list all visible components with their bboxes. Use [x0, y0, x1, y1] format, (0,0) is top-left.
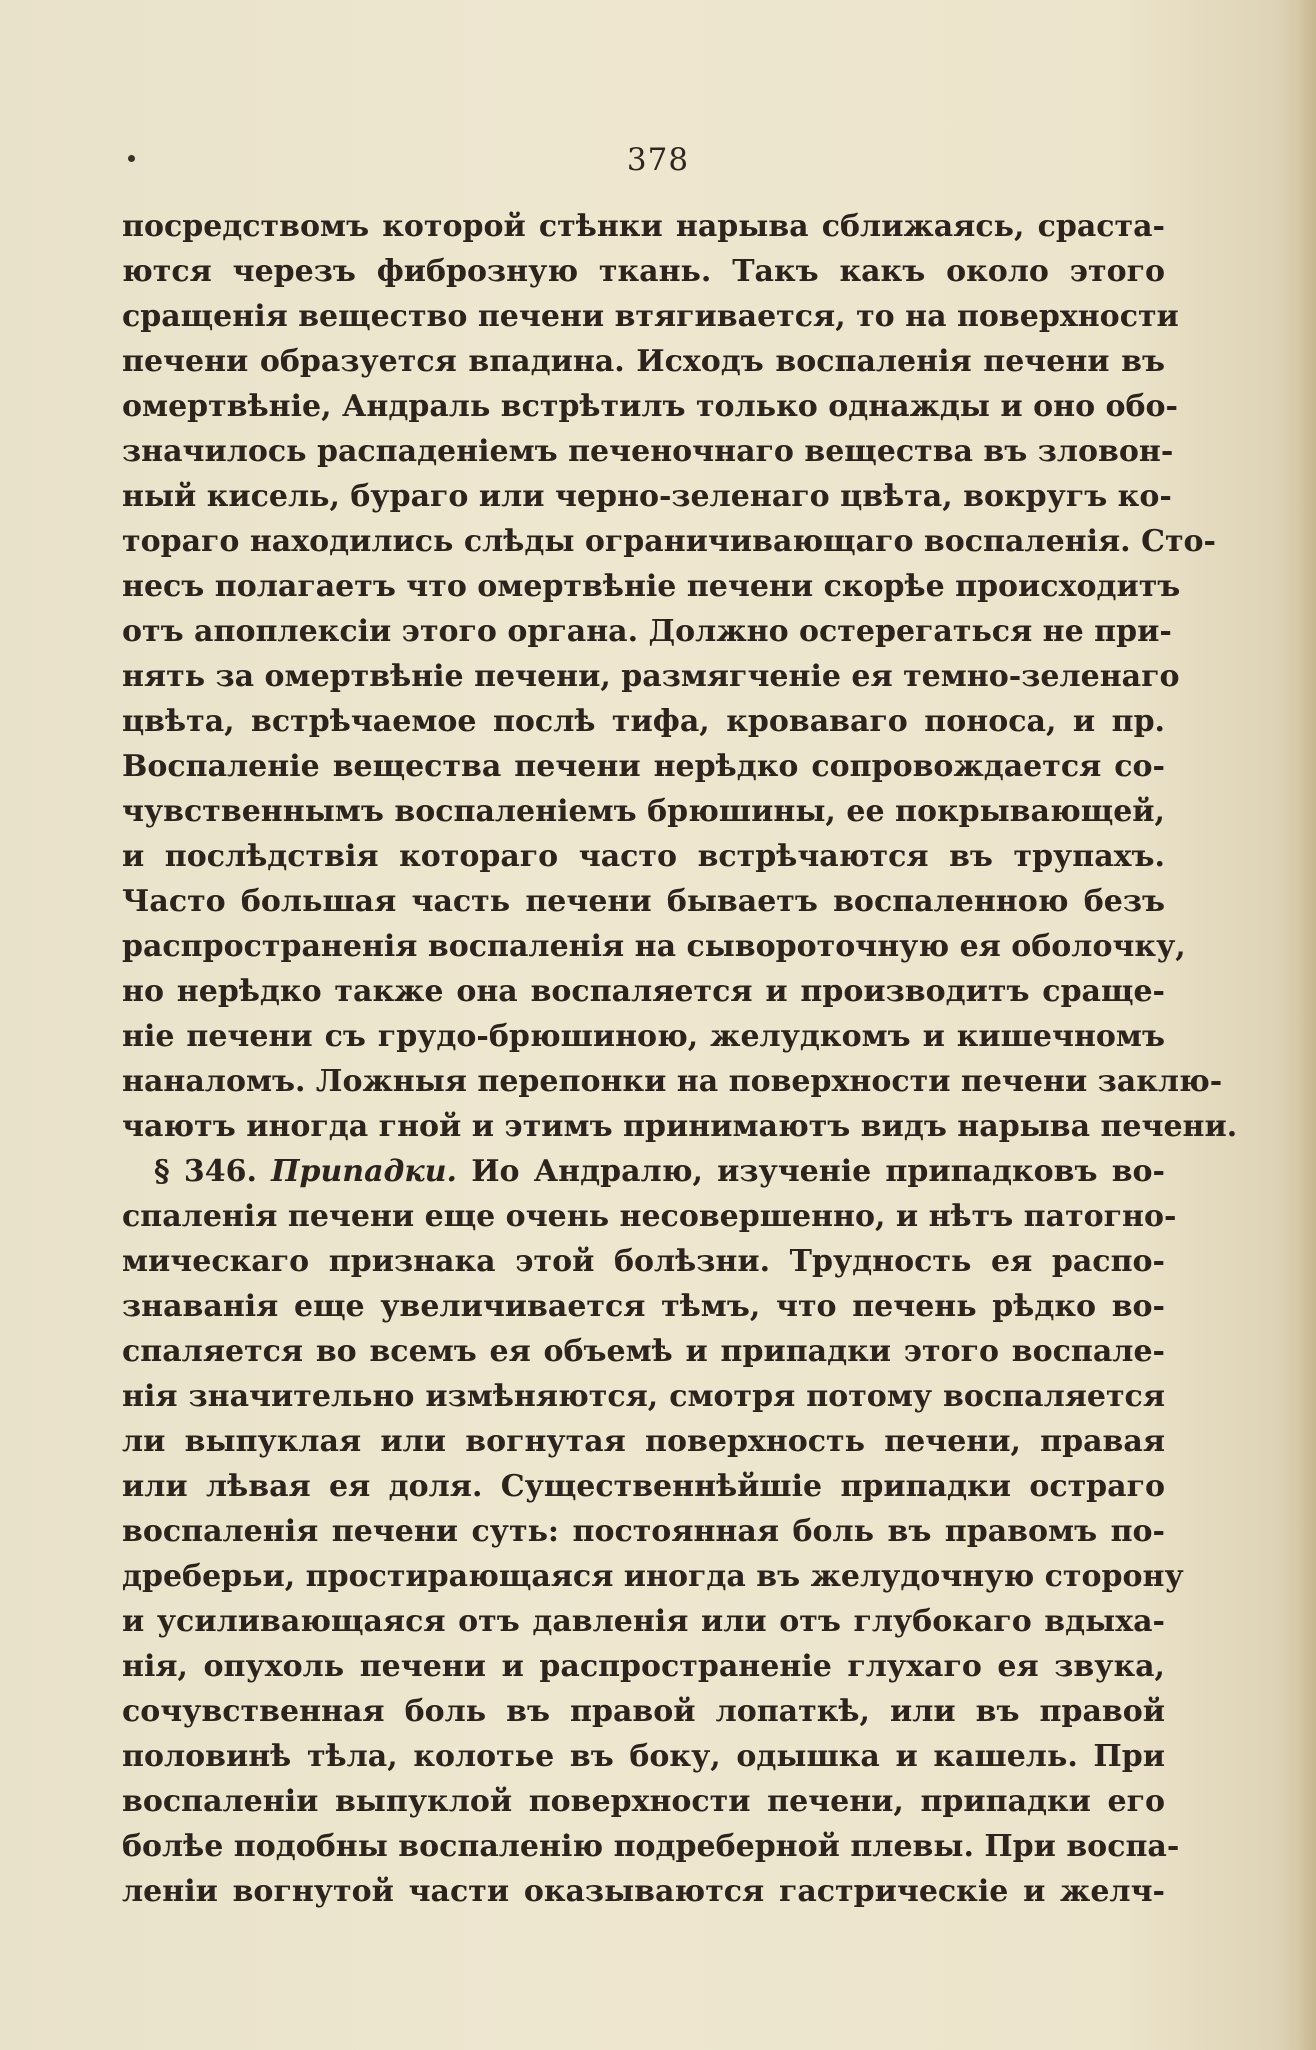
- section-number: § 346.: [154, 1154, 257, 1189]
- text-line: и послѣдствія котораго часто встрѣчаются въ трупахъ.: [122, 839, 1165, 874]
- text-line: ный кисель, бураго или черно-зеленаго цвѣта, вокругъ ко-: [122, 479, 1172, 514]
- text-line: Воспаленіе вещества печени нерѣдко сопровождается со-: [122, 749, 1165, 784]
- section-title: Припадки.: [271, 1154, 457, 1189]
- text-line: нія, опухоль печени и распространеніе глухаго ея звука,: [122, 1649, 1165, 1684]
- text-line: значилось распаденіемъ печеночнаго вещества въ зловон-: [122, 434, 1174, 469]
- text-line: наналомъ. Ложныя перепонки на поверхности печени заклю-: [122, 1064, 1223, 1099]
- text-line: спаляется во всемъ ея объемѣ и припадки этого воспале-: [122, 1334, 1165, 1369]
- text-line: мическаго признака этой болѣзни. Трудность ея распо-: [122, 1244, 1165, 1279]
- text-line: нія значительно измѣняются, смотря потому воспаляется: [122, 1379, 1165, 1414]
- text-body: [122, 204, 1238, 1914]
- text-line: цвѣта, встрѣчаемое послѣ тифа, кроваваго поноса, и пр.: [122, 704, 1165, 739]
- text-line: сращенія вещество печени втягивается, то на поверхности: [122, 299, 1179, 334]
- text-line: Часто большая часть печени бываетъ воспаленною безъ: [122, 884, 1165, 919]
- text-line: и усиливающаяся отъ давленія или отъ глубокаго вдыха-: [122, 1604, 1165, 1639]
- text-line: печени образуется впадина. Исходъ воспаленія печени въ: [122, 344, 1165, 379]
- text-line: нять за омертвѣніе печени, размягченіе ея темно-зеленаго: [122, 659, 1180, 694]
- text-line: ются черезъ фиброзную ткань. Такъ какъ около этого: [122, 254, 1165, 289]
- text-line: тораго находились слѣды ограничивающаго воспаленія. Сто-: [122, 524, 1216, 559]
- text-line: воспаленіи выпуклой поверхности печени, припадки его: [122, 1784, 1165, 1819]
- text-line: Ио Андралю, изученіе припадковъ во-: [471, 1154, 1165, 1189]
- text-line: чаютъ иногда гной и этимъ принимаютъ видъ нарыва печени.: [122, 1109, 1238, 1144]
- page-edge: [1294, 0, 1316, 2050]
- text-line: но нерѣдко также она воспаляется и производитъ сраще-: [122, 974, 1165, 1009]
- text-line: несъ полагаетъ что омертвѣніе печени скорѣе происходитъ: [122, 569, 1181, 604]
- text-line: леніи вогнутой части оказываются гастрическіе и желч-: [122, 1874, 1165, 1909]
- text-line: воспаленія печени суть: постоянная боль въ правомъ по-: [122, 1514, 1165, 1549]
- text-line: ніе печени съ грудо-брюшиною, желудкомъ и кишечномъ: [122, 1019, 1165, 1054]
- text-line: спаленія печени еще очень несовершенно, и нѣтъ патогно-: [122, 1199, 1177, 1234]
- text-line: распространенія воспаленія на сывороточную ея оболочку,: [122, 929, 1186, 964]
- text-line: сочувственная боль въ правой лопаткѣ, или въ правой: [122, 1694, 1165, 1729]
- text-line: болѣе подобны воспаленію подреберной плевы. При воспа-: [122, 1829, 1180, 1864]
- text-line: ли выпуклая или вогнутая поверхность печени, правая: [122, 1424, 1165, 1459]
- text-line: дреберьи, простирающаяся иногда въ желудочную сторону: [122, 1559, 1184, 1594]
- text-line: чувственнымъ воспаленіемъ брюшины, ее покрывающей,: [122, 794, 1165, 829]
- page-number: 378: [626, 142, 690, 178]
- text-line: омертвѣніе, Андраль встрѣтилъ только однажды и оно обо-: [122, 389, 1179, 424]
- text-line: отъ апоплексіи этого органа. Должно остерегаться не при-: [122, 614, 1172, 649]
- text-line: половинѣ тѣла, колотье въ боку, одышка и кашель. При: [122, 1739, 1165, 1774]
- text-line: знаванія еще увеличивается тѣмъ, что печень рѣдко во-: [122, 1289, 1165, 1324]
- text-line: посредствомъ которой стѣнки нарыва сближаясь, сраста-: [122, 209, 1165, 244]
- section-heading-line: [122, 1149, 1165, 1194]
- text-line: или лѣвая ея доля. Существеннѣйшіе припадки остраго: [122, 1469, 1165, 1504]
